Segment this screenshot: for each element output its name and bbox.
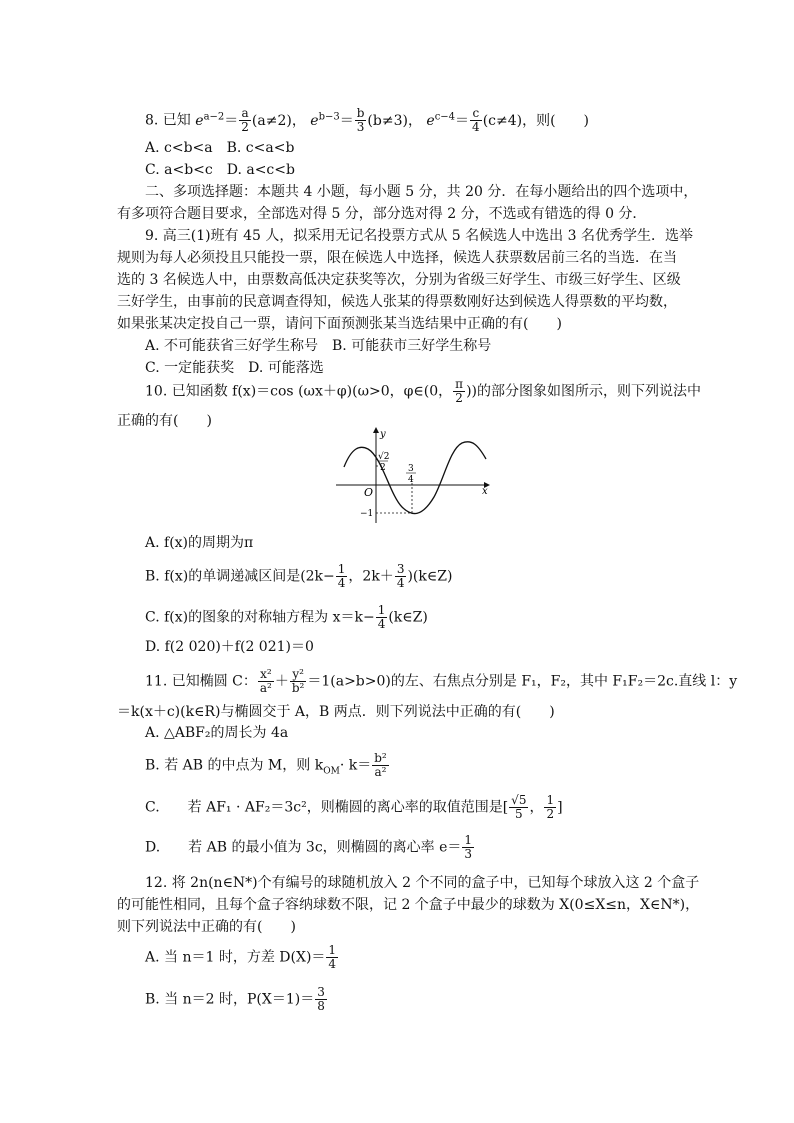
q8-eq1: $e^{a-2}=$ $\frac{a}{2}$ (a≠2)， [195,106,306,135]
q10-stem-2: 正确的有( ) [117,413,212,429]
q8-prefix: 8. 已知 [145,112,191,129]
q11-stem: 11. 已知椭圆 C： $\frac{\text{x²}}{\text{a²}}$ ＋ $\frac{\text{y²}}{\text{b²}}$ ＝1(a>b>0)的左、右焦点分别是 F₁，F₂，其中 F₁F₂＝2c.直线 l：y [145,667,738,695]
section2-heading [145,181,698,203]
q11-option-b: B. 若 AB 的中点为 M，则 $k_{OM}\cdot k=$ $\frac{\text{b²}}{\text{a²}}$ [145,751,387,779]
q8-eq3: $e^{c-4}=$ $\frac{c}{4}$ (c≠4)，则( ) [426,106,590,135]
y-min-label: −1 [360,509,374,519]
x-tick-den: 4 [408,475,414,485]
section2-heading-text: 二、多项选择题：本题共 4 小题，每小题 5 分，共 20 分．在每小题给出的四个选项中， [145,184,698,200]
q9-line-2: 规则为每人必须投且只能投一票，限在候选人中选择，候选人获票数居前三名的当选．在当 [117,250,677,266]
origin-label: O [364,486,374,499]
q8-stem [145,106,684,134]
q12-option-b: B. 当 n＝2 时，P(X＝1)＝ $\frac{3}{8}$ [145,985,325,1013]
y-tick-num: √2 [378,452,390,462]
q11-stem-2: ＝k(x＋c)(k∈R)与椭圆交于 A，B 两点．则下列说法中正确的有( ) [117,704,555,720]
q11-option-a: A. △ABF₂的周长为 4a [145,725,289,741]
q12-option-a: A. 当 n＝1 时，方差 D(X)＝ $\frac{1}{4}$ [145,943,337,971]
x-axis-label: x [482,486,488,497]
q9-line-1: 9. 高三(1)班有 45 人，拟采用无记名投票方式从 5 名候选人中选出 3 名优秀学生．选举 [145,228,693,244]
x-tick-num: 3 [408,464,414,474]
q9-options-cd: C. 一定能获奖 D. 可能落选 [145,360,324,376]
q11-option-c: C. 若 AF₁ · AF₂＝3c²，则椭圆的离心率的取值范围是[ $\frac{√5}{5}$ ， $\frac{1}{2}$ ] [145,793,563,821]
q9-options-ab: A. 不可能获省三好学生称号 B. 可能获市三好学生称号 [145,338,492,354]
cosine-curve [344,442,486,514]
q9-line-3: 选的 3 名候选人中，由票数高低决定获奖等次，分别为省级三好学生、市级三好学生、区级 [117,272,681,288]
q9-line-4: 三好学生，由事前的民意调查得知，候选人张某的得票数刚好达到候选人得票数的平均数， [117,294,677,310]
cosine-graph [330,425,490,525]
q10-option-d: D. f(2 020)＋f(2 021)＝0 [145,639,314,655]
section2-instructions: 有多项符合题目要求，全部选对得 5 分，部分选对得 2 分，不选或有错选的得 0 分． [117,206,647,222]
y-tick-den: 2 [380,463,386,473]
q8-options-cd: C. a<b<c D. a<c<b [145,162,295,178]
q8-options-ab: A. c<b<a B. c<a<b [145,140,295,156]
q12-line-1: 12. 将 2n(n∈N*)个有编号的球随机放入 2 个不同的盒子中，已知每个球放入这 2 个盒子 [145,875,700,891]
q8-eq2: $e^{b-3}=$ $\frac{b}{3}$ (b≠3)， [310,106,422,135]
q10-option-a: A. f(x)的周期为π [145,535,254,551]
q9-line-5: 如果张某决定投自己一票，请问下面预测张某当选结果中正确的有( ) [117,316,562,332]
y-axis-label: y [380,429,386,440]
q11-option-d: D. 若 AB 的最小值为 3c，则椭圆的离心率 e＝ $\frac{1}{3}$ [145,833,473,861]
q12-line-2: 的可能性相同，且每个盒子容纳球数不限，记 2 个盒子中最少的球数为 X(0≤X≤n，X∈N*)， [117,897,700,913]
y-axis-arrow [373,427,379,433]
q10-option-b: B. f(x)的单调递减区间是(2k− $\frac{1}{4}$ ，2k＋ $\frac{3}{4}$ )(k∈Z) [145,562,453,590]
q12-line-3: 则下列说法中正确的有( ) [117,919,296,935]
q10-stem: 10. 已知函数 f(x)＝cos (ωx＋φ)(ω>0，φ∈(0， $\frac{\pi}{2}$ ))的部分图象如图所示，则下列说法中 [145,377,701,405]
q10-option-c: C. f(x)的图象的对称轴方程为 x＝k− $\frac{1}{4}$ (k∈Z) [145,603,428,631]
